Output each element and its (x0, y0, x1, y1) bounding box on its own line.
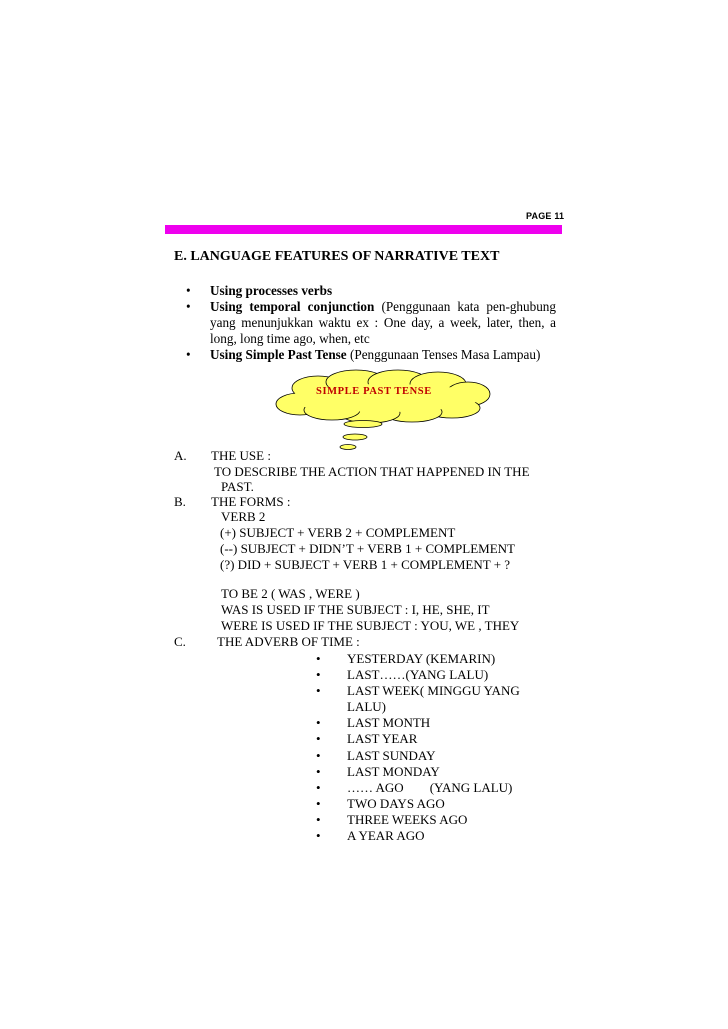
section-b-line: (--) SUBJECT + DIDN’T + VERB 1 + COMPLEMENT (220, 541, 516, 556)
bullet-icon: • (186, 347, 191, 362)
bullet-icon: • (316, 747, 321, 763)
section-b-tobe: WAS IS USED IF THE SUBJECT : I, HE, SHE, IT (221, 602, 490, 617)
feature-bold: Using processes verbs (210, 283, 333, 298)
adverb-text: LALU) (347, 699, 386, 715)
section-b-line: VERB 2 (221, 509, 266, 524)
feature-bold: Using temporal conjunction (210, 299, 375, 314)
adverb-text: YESTERDAY (KEMARIN) (347, 651, 496, 666)
adverb-text: LAST……(YANG LALU) (347, 667, 489, 683)
adverb-list (316, 651, 520, 844)
section-a-line2: PAST. (221, 479, 254, 494)
adverb-item (316, 780, 520, 796)
section-b-line: (+) SUBJECT + VERB 2 + COMPLEMENT (220, 525, 456, 540)
bullet-icon: • (316, 731, 321, 747)
section-b-line: (?) DID + SUBJECT + VERB 1 + COMPLEMENT + ? (220, 557, 511, 572)
feature-text: (Penggunaan kata pen-ghubung yang menunjukkan waktu ex : One day, a week, later, then, a long, long time ago, when, etc (210, 299, 556, 346)
feature-bold: Using Simple Past Tense (210, 347, 347, 362)
adverb-item (316, 683, 520, 699)
adverb-item (316, 699, 520, 715)
adverb-text: LAST WEEK( MINGGU YANG (347, 683, 520, 699)
bullet-icon: • (186, 283, 191, 298)
adverb-text: LAST YEAR (347, 731, 418, 747)
section-b-tobe: TO BE 2 ( WAS , WERE ) (221, 586, 360, 601)
adverb-text: …… AGO (YANG LALU) (347, 779, 513, 795)
section-a-title: THE USE : (211, 448, 271, 463)
callout-label: SIMPLE PAST TENSE (316, 386, 432, 397)
feature-text: (Penggunaan Tenses Masa Lampau) (346, 347, 541, 362)
section-c-title: THE ADVERB OF TIME : (217, 634, 360, 649)
adverb-text: TWO DAYS AGO (347, 795, 445, 811)
section-a-marker: A. (174, 448, 187, 463)
bullet-icon: • (316, 667, 321, 683)
adverb-item (316, 731, 520, 747)
adverb-text: LAST SUNDAY (347, 747, 436, 763)
adverb-item (316, 828, 520, 844)
adverb-text: THREE WEEKS AGO (347, 811, 468, 827)
section-a-line1: TO DESCRIBE THE ACTION THAT HAPPENED IN THE (214, 464, 530, 479)
bullet-icon: • (316, 795, 321, 811)
bullet-icon: • (316, 811, 321, 827)
bullet-icon: • (316, 651, 321, 666)
section-b-tobe: WERE IS USED IF THE SUBJECT : YOU, WE , THEY (221, 618, 520, 633)
bullet-icon: • (316, 683, 321, 699)
adverb-item (316, 796, 520, 812)
section-c-marker: C. (174, 634, 186, 649)
adverb-text: A YEAR AGO (347, 828, 425, 844)
adverb-item (316, 651, 520, 667)
bullet-icon: • (186, 299, 191, 314)
adverb-text: LAST MONTH (347, 715, 431, 731)
bullet-icon: • (316, 779, 321, 795)
adverb-item (316, 715, 520, 731)
bullet-icon: • (316, 763, 321, 779)
adverb-item (316, 667, 520, 683)
bullet-icon: • (316, 828, 321, 844)
bullet-icon: • (316, 715, 321, 731)
adverb-item (316, 748, 520, 764)
section-heading: E. LANGUAGE FEATURES OF NARRATIVE TEXT (174, 249, 500, 264)
section-b-marker: B. (174, 494, 186, 509)
adverb-text: LAST MONDAY (347, 763, 440, 779)
adverb-item (316, 812, 520, 828)
section-b-title: THE FORMS : (211, 494, 291, 509)
page-number: PAGE 11 (526, 211, 565, 221)
adverb-item (316, 764, 520, 780)
